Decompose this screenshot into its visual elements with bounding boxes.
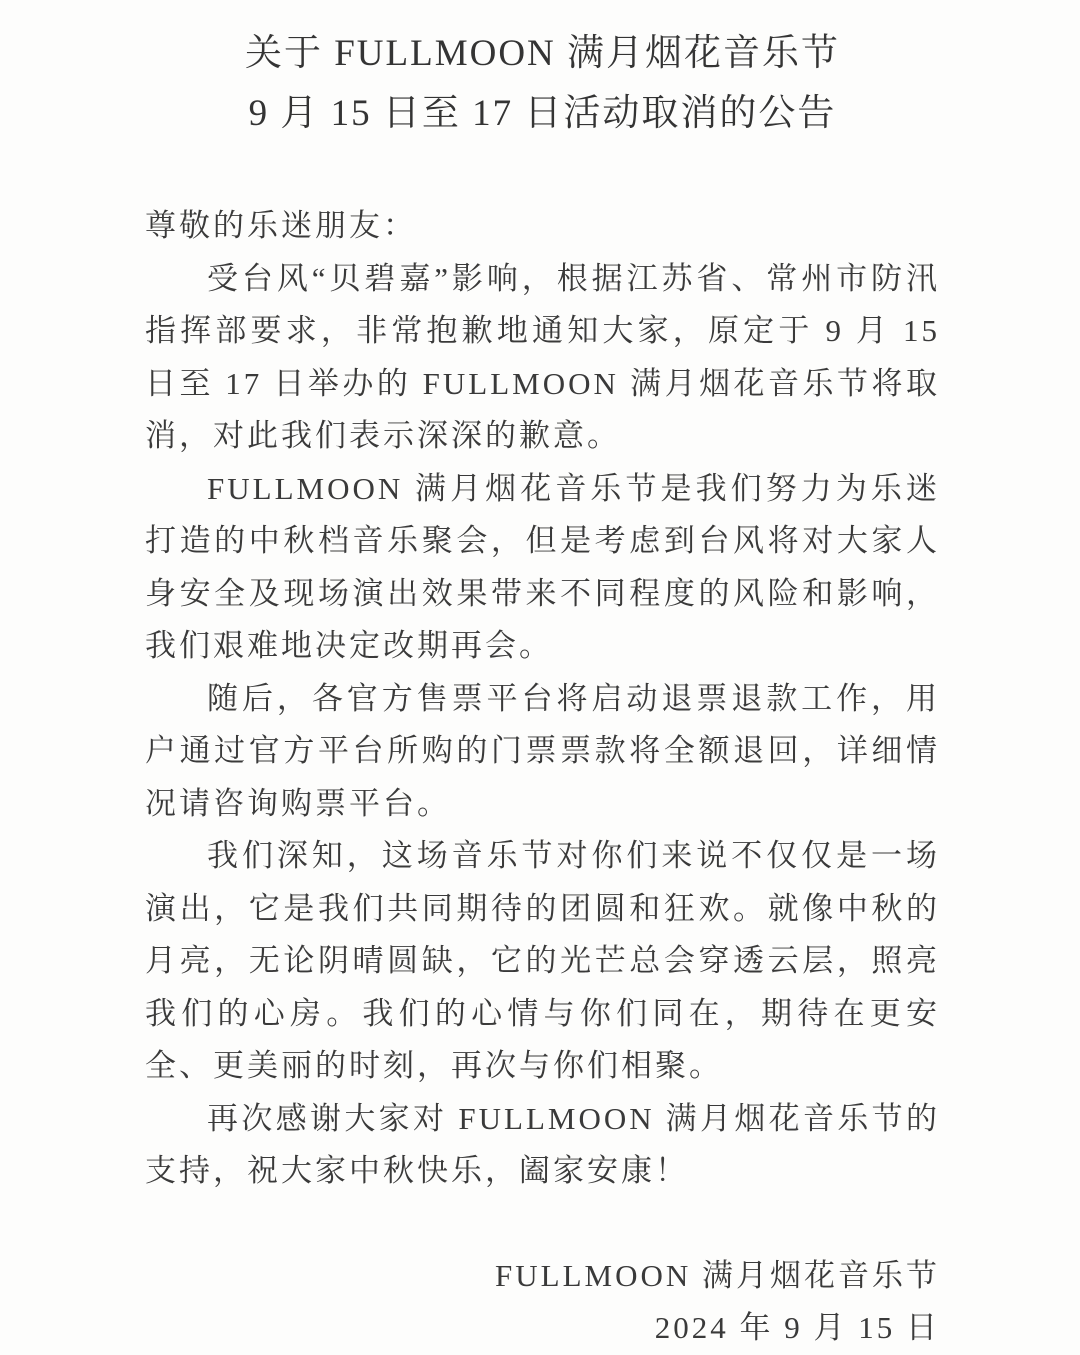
title-line-2: 9 月 15 日至 17 日活动取消的公告 <box>248 93 837 134</box>
document-body <box>145 200 940 1355</box>
paragraph-typhoon-notice: 受台风“贝碧嘉”影响，根据江苏省、常州市防汛指挥部要求，非常抱歉地通知大家，原定于 9 月 15 日至 17 日举办的 FULLMOON 满月烟花音乐节将取消，对此我们表示深深的歉意。 <box>145 260 940 453</box>
paragraph-sentiment: 我们深知，这场音乐节对你们来说不仅仅是一场演出，它是我们共同期待的团圆和狂欢。就像中秋的月亮，无论阴晴圆缺，它的光芒总会穿透云层，照亮我们的心房。我们的心情与你们同在，期待在更安全、更美丽的时刻，再次与你们相聚。 <box>145 838 940 1083</box>
title-line-1: 关于 FULLMOON 满月烟花音乐节 <box>244 33 841 74</box>
salutation: 尊敬的乐迷朋友： <box>145 208 417 243</box>
paragraph-reason: FULLMOON 满月烟花音乐节是我们努力为乐迷打造的中秋档音乐聚会，但是考虑到台风将对大家人身安全及现场演出效果带来不同程度的风险和影响，我们艰难地决定改期再会。 <box>145 470 940 663</box>
signature: FULLMOON 满月烟花音乐节 <box>495 1257 940 1293</box>
document-title <box>145 24 940 144</box>
paragraph-refund: 随后，各官方售票平台将启动退票退款工作，用户通过官方平台所购的门票票款将全额退回，详细情况请咨询购票平台。 <box>145 680 940 821</box>
date: 2024 年 9 月 15 日 <box>654 1310 940 1345</box>
signoff-block <box>145 1250 940 1355</box>
paragraph-thanks: 再次感谢大家对 FULLMOON 满月烟花音乐节的支持，祝大家中秋快乐，阖家安康！ <box>145 1100 940 1188</box>
